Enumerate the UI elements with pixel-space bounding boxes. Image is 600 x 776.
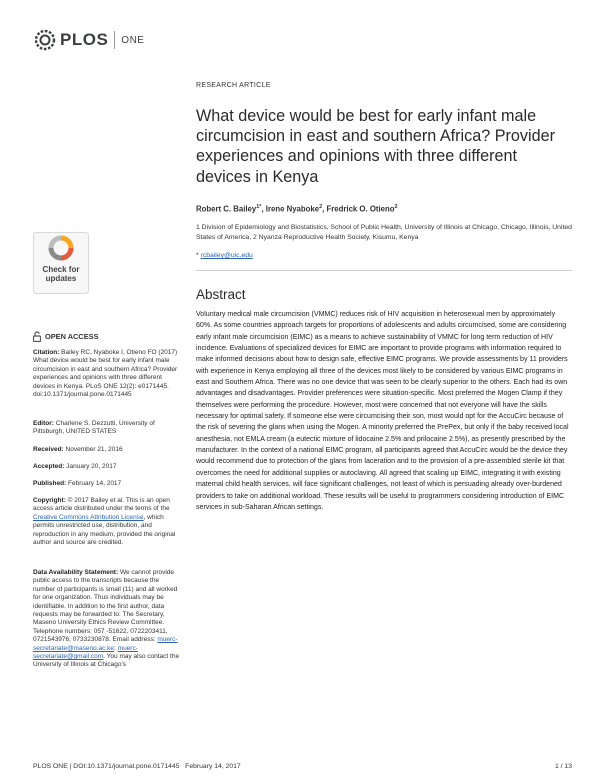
received-label: Received:: [33, 446, 64, 453]
check-for-updates-icon[interactable]: [33, 232, 89, 294]
author-name[interactable]: Robert C. Bailey: [196, 204, 257, 214]
data-separator: ;: [114, 644, 116, 652]
footer-journal-doi: PLOS ONE | DOI:10.1371/journal.pone.0171445: [33, 763, 180, 770]
accepted-block: [33, 463, 181, 471]
affiliation-text: Division of Epidemiology and Biostatistics, School of Public Health, University of Illinois at Chicago, Chicago, Illinois, United States of America,: [196, 224, 572, 241]
plos-logo-icon: [33, 28, 57, 52]
editor-block: [33, 420, 181, 437]
corresponding-email: [196, 252, 572, 259]
author-name[interactable]: Fredrick O. Otieno: [326, 204, 395, 214]
license-link[interactable]: Creative Commons Attribution License: [33, 513, 144, 521]
journal-subname: ONE: [121, 34, 145, 46]
page-number: 1 / 13: [554, 763, 572, 770]
accepted-date: January 20, 2017: [66, 463, 117, 470]
affiliation-text: Nyanza Reproductive Health Society, Kisumu, Kenya: [258, 233, 419, 241]
copyright-text-end: , which permits unrestricted use, distribution, and reproduction in any medium, provided the original author and source are credited.: [33, 513, 176, 547]
received-date: November 21, 2016: [65, 446, 123, 453]
author-name[interactable]: Irene Nyaboke: [265, 204, 320, 214]
footer-doi: [33, 763, 241, 770]
data-availability-text: We cannot provide public access to the transcripts because the number of participants is small (11) and all worked for one organization. Thus individuals may be identifiable. In addition to the first author, data requests may be forwarded to: The Secretary, Maseno University Ethics Review Committee. Telephone numbers: 057 -51622, 0722203411, 0721543976, 0733230878. Email address:: [33, 569, 178, 644]
article-type: RESEARCH ARTICLE: [196, 82, 271, 89]
copyright-text: © 2017 Bailey et al. This is an open access article distributed under the terms of the: [33, 497, 170, 513]
author-affil-sup: 1*: [256, 204, 262, 210]
published-block: [33, 480, 181, 488]
abstract-heading: Abstract: [196, 287, 246, 302]
email-link-maseno[interactable]: muerc-secretariate@maseno.ac.ke: [33, 636, 178, 652]
copyright-block: [33, 497, 181, 547]
author-list: Robert C. Bailey$^{1*}$, Irene Nyaboke$^2$, Fredrick O. Otieno$^2$: [196, 204, 398, 214]
email-marker: *: [196, 252, 199, 259]
data-availability-label: Data Availability Statement:: [33, 569, 119, 576]
editor-text: Charlene S. Dezzutti, University of Pittsburgh, UNITED STATES: [33, 420, 155, 436]
affiliations: [196, 223, 572, 242]
copyright-label: Copyright:: [33, 497, 66, 504]
data-availability-block: [33, 569, 181, 670]
article-title: What device would be best for early infant male circumcision in east and southern Africa? Provider experiences and opinions with three different devices in Kenya: [196, 107, 555, 186]
open-access-badge: [33, 331, 99, 342]
check-for-updates-label: Check for updates: [42, 265, 80, 283]
citation-label: Citation:: [33, 349, 60, 356]
email-link-gmail[interactable]: muerc-secretariate@gmail.com: [33, 644, 138, 661]
email-link[interactable]: rcbailey@uic.edu: [200, 252, 253, 259]
journal-logo[interactable]: [33, 28, 144, 52]
author-affil-sup: 2: [394, 204, 398, 210]
author-affil-sup: 2: [319, 204, 323, 210]
abstract-text: Voluntary medical male circumcision (VMMC) reduces risk of HIV acquisition in heterosexual men by approximately 60%. As some countries approach targets for proportions of adolescents and adults circumcised, some are considering early infant male circumcision (EIMC) as a means to achieve sustainability of VMMC for long term reduction of HIV incidence. Evaluations of specialized devices for EIMC are important to provide programs with information required to make informed decisions about how to design safe, effective EIMC programs. We provide assessments by 11 providers with experience in Kenya employing all three of the devices most likely to be considered by various EIMC programs in east and Southern Africa. There was no one device that was seen to be clearly superior to the others. Each had its own advantages and disadvantages. Provider preferences were situation-specific. Most preferred the Mogen Clamp if they themselves were performing the procedure. However, most were concerned that not everyone will have the skills necessary for optimal safety. If someone else were circumcising their son, most would opt for the AccuCirc because of the risk of severing the glans when using the Mogen. A minority preferred the PrePex, but only if the baby received local anesthesia, not EMLA cream (a eutectic mixture of lidocaine 2.5% and prilocaine 2.5%), as presently prescribed by the manufacturer. In the context of a national EIMC program, all participants agreed that AccuCirc would be the device they would recommend due to protection of the glans from laceration and to the provision of a pre-assembled sterile kit that overcomes the need for additional supplies or autoclaving. All agreed that scaling up EIMC, integrating it with existing maternal child health services, will face significant challenges, not least of which is persuading already over-burdened providers to take on additional workload. These results will be useful to programmers considering introduction of EIMC services in sub-Saharan African settings.: [196, 311, 569, 511]
received-block: [33, 446, 181, 454]
data-availability-text-end: . You may also contact the University of Illinois at Chicago's: [33, 653, 180, 669]
citation-text: Bailey RC, Nyaboke I, Otieno FO (2017) What device would be best for early infant male circumcision in east and southern Africa? Provider experiences and opinions with three different devices in Kenya. PLoS ONE 12(2): e0171445. doi:10.1371/journal.pone.0171445: [33, 349, 178, 399]
open-access-label: OPEN ACCESS: [45, 332, 99, 341]
open-lock-icon: [33, 331, 41, 342]
accepted-label: Accepted:: [33, 463, 65, 470]
logo-divider: [114, 31, 115, 49]
citation-block: [33, 349, 181, 399]
published-label: Published:: [33, 480, 67, 487]
affiliation-number: 2: [253, 233, 257, 241]
affiliation-number: 1: [196, 224, 200, 231]
published-date: February 14, 2017: [68, 480, 122, 487]
journal-name: PLOS: [60, 30, 109, 49]
divider: [196, 270, 572, 271]
footer-date: February 14, 2017: [185, 763, 241, 770]
editor-label: Editor:: [33, 420, 54, 427]
